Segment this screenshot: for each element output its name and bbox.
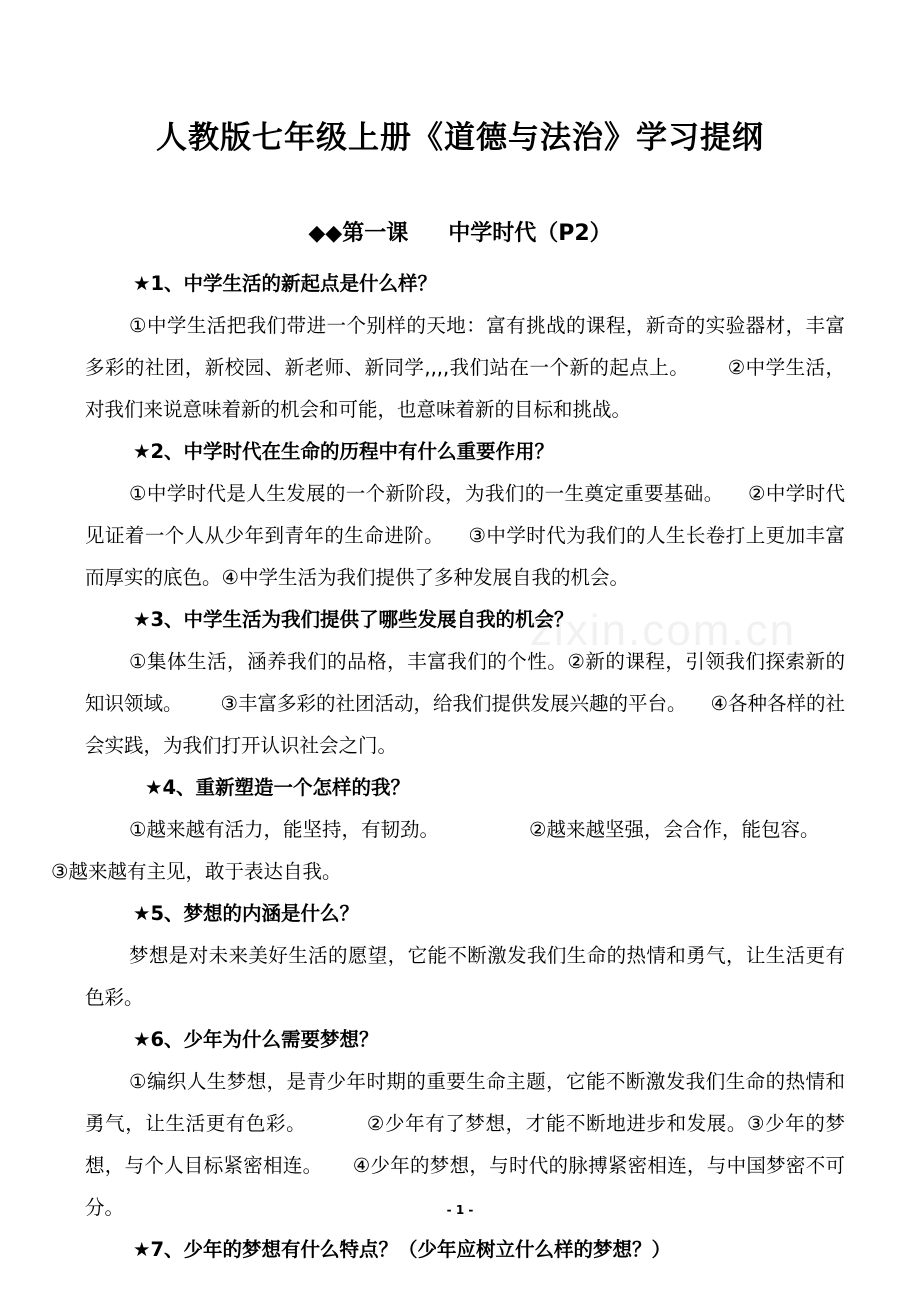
answer-2-point-2: ②中学时代见证着一个人从少年到青年的生命进阶。 <box>85 482 846 547</box>
answer-2-point-4: ④中学生活为我们提供了多种发展自我的机会。 <box>221 566 629 589</box>
answer-5: 梦想是对未来美好生活的愿望，它能不断激发我们生命的热情和勇气，让生活更有色彩。 <box>85 944 845 1009</box>
answer-2-point-1: ①中学时代是人生发展的一个新阶段，为我们的一生奠定重要基础。 <box>129 482 724 505</box>
answer-2-point-3: ③中学时代为我们的人生长卷打上更加丰富而厚实的底色。 <box>85 524 845 589</box>
question-1: ★1、中学生活的新起点是什么样？ <box>133 272 438 295</box>
answer-2 <box>85 473 845 599</box>
answer-1-point-2: ②中学生活，对我们来说意味着新的机会和可能，也意味着新的目标和挑战。 <box>85 356 846 421</box>
question-7: ★7、少年的梦想有什么特点？（少年应树立什么样的梦想？） <box>133 1238 672 1261</box>
question-5: ★5、梦想的内涵是什么？ <box>133 902 360 925</box>
answer-4-point-1: ①越来越有活力，能坚持，有韧劲。 <box>129 818 439 841</box>
answer-6-point-4: ④少年的梦想，与时代的脉搏紧密相连，与中国梦密不可分。 <box>85 1154 845 1219</box>
answer-6-point-3: ③少年的梦想，与个人目标紧密相连。 <box>85 1112 845 1177</box>
lesson-prefix: ◆◆第一课 <box>308 221 409 246</box>
document-title: 人教版七年级上册《道德与法治》学习提纲 <box>156 120 764 156</box>
answer-4-point-3: ③越来越有主见，敢于表达自我。 <box>51 860 342 883</box>
question-2: ★2、中学时代在生命的历程中有什么重要作用？ <box>133 440 555 463</box>
question-4: ★4、重新塑造一个怎样的我？ <box>145 776 411 799</box>
answer-3 <box>85 641 845 767</box>
lesson-name: 中学时代（P2） <box>448 221 612 246</box>
question-3: ★3、中学生活为我们提供了哪些发展自我的机会？ <box>133 608 574 631</box>
answer-1-point-1: ①中学生活把我们带进一个别样的天地：富有挑战的课程，新奇的实验器材，丰富多彩的社团，新校园、新老师、新同学,,,,我们站在一个新的起点上。 <box>85 314 845 379</box>
answer-4 <box>51 809 845 893</box>
answer-6-point-1: ①编织人生梦想，是青少年时期的重要生命主题，它能不断激发我们生命的热情和勇气，让生活更有色彩。 <box>85 1070 845 1135</box>
lesson-heading <box>0 216 920 247</box>
page-number: - 1 - <box>446 1203 474 1217</box>
outline-content <box>51 263 846 1271</box>
answer-1 <box>85 305 845 431</box>
answer-3-point-1: ①集体生活，涵养我们的品格，丰富我们的个性。 <box>129 650 568 673</box>
question-6: ★6、少年为什么需要梦想？ <box>133 1028 379 1051</box>
answer-3-point-2: ②新的课程，引领我们探索新的知识领域。 <box>85 650 846 715</box>
answer-4-point-2: ②越来越坚强，会合作，能包容。 <box>528 818 820 841</box>
answer-3-point-4: ④各种各样的社会实践，为我们打开认识社会之门。 <box>85 692 846 757</box>
answer-3-point-3: ③丰富多彩的社团活动，给我们提供发展兴趣的平台。 <box>220 692 687 715</box>
watermark: zixin.com.cn <box>530 606 797 655</box>
answer-6-point-2: ②少年有了梦想，才能不断地进步和发展。 <box>366 1112 748 1135</box>
